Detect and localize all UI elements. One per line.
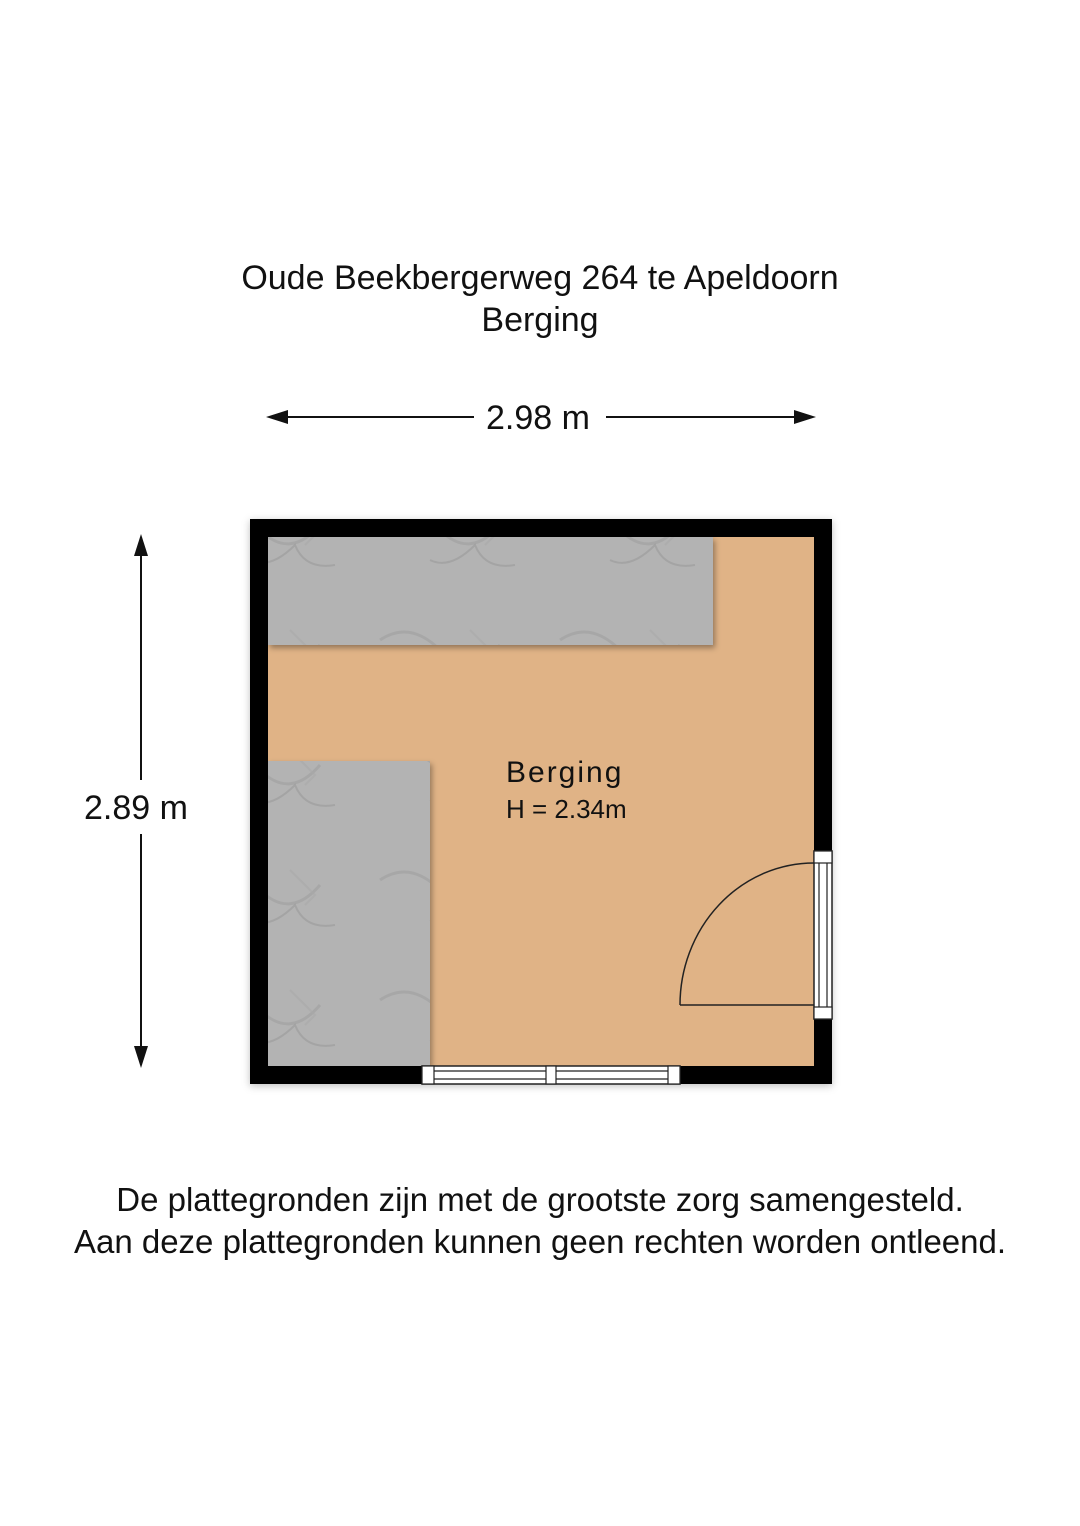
storage-shelf-top — [268, 537, 713, 645]
disclaimer-line-2: Aan deze plattegronden kunnen geen rechten worden ontleend. — [73, 1223, 1007, 1260]
storage-shelf-left — [268, 761, 430, 1066]
room-name-label: Berging — [506, 756, 624, 789]
bottom-window — [422, 1066, 680, 1084]
width-dimension-label: 2.98 m — [478, 398, 598, 438]
depth-dimension-label: 2.89 m — [80, 782, 192, 834]
floor-title: Berging — [481, 301, 599, 339]
room-height-label: H = 2.34m — [506, 794, 627, 824]
disclaimer-line-1: De plattegronden zijn met de grootste zorg samengesteld. — [116, 1181, 964, 1218]
address-title: Oude Beekbergerweg 264 te Apeldoorn — [241, 259, 839, 297]
